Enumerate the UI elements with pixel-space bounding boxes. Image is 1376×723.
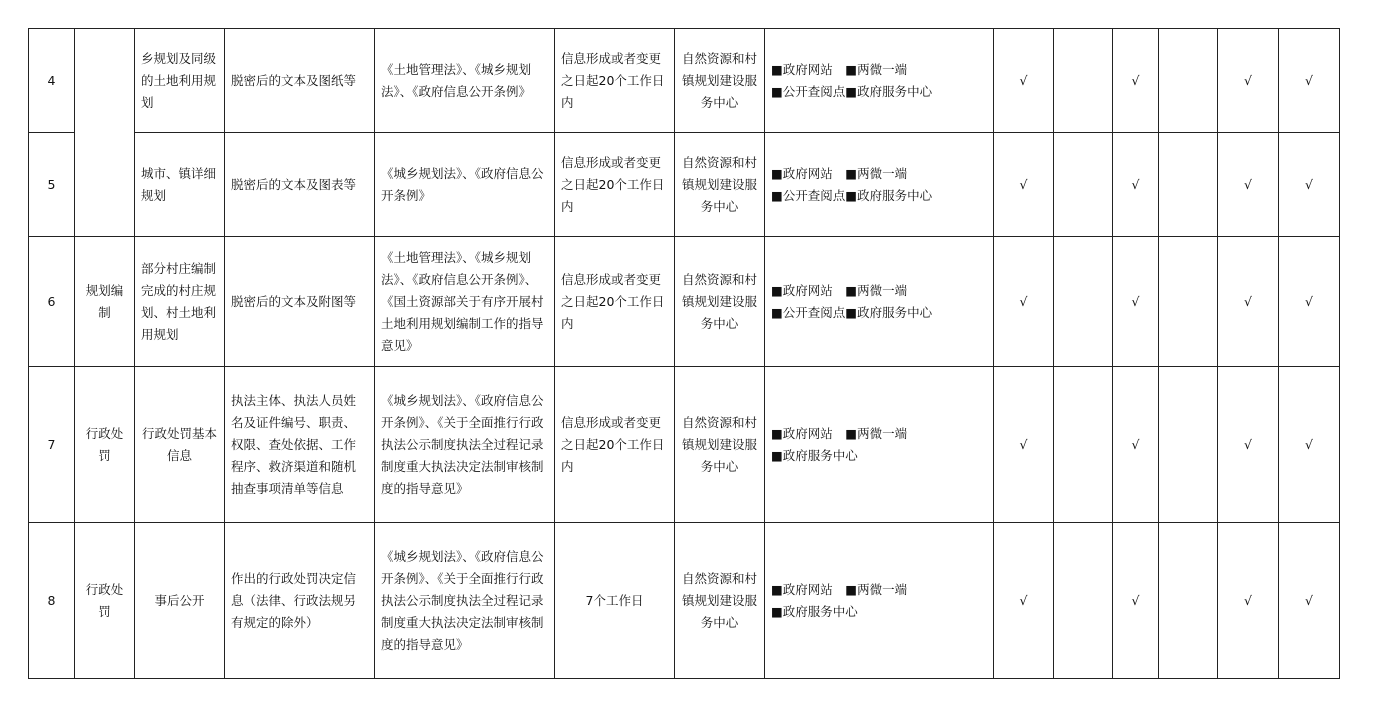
check-mark: √ — [1113, 367, 1159, 523]
empty-cell — [1159, 367, 1218, 523]
check-mark: √ — [1113, 237, 1159, 367]
department-cell: 自然资源和村镇规划建设服务中心 — [675, 367, 765, 523]
check-mark: √ — [1218, 133, 1279, 237]
table-row — [29, 523, 1340, 679]
table-row — [29, 29, 1340, 133]
empty-cell — [1054, 133, 1113, 237]
time-limit-cell: 信息形成或者变更之日起20个工作日内 — [555, 133, 675, 237]
empty-cell — [1159, 523, 1218, 679]
category-cell: 行政处罚 — [75, 367, 135, 523]
check-mark: √ — [994, 523, 1054, 679]
channel-cell — [765, 29, 994, 133]
department-cell: 自然资源和村镇规划建设服务中心 — [675, 29, 765, 133]
channel-cell — [765, 523, 994, 679]
item-cell: 事后公开 — [135, 523, 225, 679]
row-number: 5 — [29, 133, 75, 237]
content-cell: 脱密后的文本及附图等 — [225, 237, 375, 367]
empty-cell — [1054, 367, 1113, 523]
table-row — [29, 237, 1340, 367]
channel-line: ■政府服务中心 — [771, 603, 858, 619]
item-cell: 行政处罚基本信息 — [135, 367, 225, 523]
check-mark: √ — [1279, 367, 1340, 523]
time-limit-cell: 信息形成或者变更之日起20个工作日内 — [555, 367, 675, 523]
check-mark: √ — [1279, 133, 1340, 237]
empty-cell — [1159, 237, 1218, 367]
channel-cell — [765, 133, 994, 237]
basis-cell: 《城乡规划法》、《政府信息公开条例》 — [375, 133, 555, 237]
channel-line: ■政府服务中心 — [771, 447, 858, 463]
check-mark: √ — [1218, 29, 1279, 133]
category-cell: 规划编制 — [75, 237, 135, 367]
channel-line: ■公开查阅点■政府服务中心 — [771, 304, 933, 320]
basis-cell: 《土地管理法》、《城乡规划法》、《政府信息公开条例》、《国土资源部关于有序开展村土地利用规划编制工作的指导意见》 — [375, 237, 555, 367]
time-limit-cell: 信息形成或者变更之日起20个工作日内 — [555, 29, 675, 133]
category-cell — [75, 29, 135, 237]
item-cell: 乡规划及同级的土地利用规划 — [135, 29, 225, 133]
department-cell: 自然资源和村镇规划建设服务中心 — [675, 523, 765, 679]
row-number: 4 — [29, 29, 75, 133]
channel-line: ■政府网站 ■两微一端 — [771, 61, 908, 77]
content-cell: 执法主体、执法人员姓名及证件编号、职责、权限、查处依据、工作程序、救济渠道和随机抽查事项清单等信息 — [225, 367, 375, 523]
empty-cell — [1159, 133, 1218, 237]
item-cell: 部分村庄编制完成的村庄规划、村土地利用规划 — [135, 237, 225, 367]
channel-line: ■公开查阅点■政府服务中心 — [771, 83, 933, 99]
row-number: 7 — [29, 367, 75, 523]
channel-line: ■政府网站 ■两微一端 — [771, 581, 908, 597]
check-mark: √ — [1218, 237, 1279, 367]
channel-line: ■公开查阅点■政府服务中心 — [771, 187, 933, 203]
channel-line: ■政府网站 ■两微一端 — [771, 282, 908, 298]
check-mark: √ — [1113, 133, 1159, 237]
channel-cell — [765, 367, 994, 523]
empty-cell — [1054, 29, 1113, 133]
check-mark: √ — [1279, 29, 1340, 133]
check-mark: √ — [994, 133, 1054, 237]
channel-line: ■政府网站 ■两微一端 — [771, 165, 908, 181]
row-number: 8 — [29, 523, 75, 679]
channel-line: ■政府网站 ■两微一端 — [771, 425, 908, 441]
basis-cell: 《土地管理法》、《城乡规划法》、《政府信息公开条例》 — [375, 29, 555, 133]
check-mark: √ — [994, 367, 1054, 523]
table-row — [29, 367, 1340, 523]
check-mark: √ — [994, 29, 1054, 133]
check-mark: √ — [1113, 29, 1159, 133]
disclosure-table — [28, 28, 1340, 679]
channel-cell — [765, 237, 994, 367]
empty-cell — [1054, 237, 1113, 367]
category-cell: 行政处罚 — [75, 523, 135, 679]
check-mark: √ — [1279, 237, 1340, 367]
time-limit-cell: 信息形成或者变更之日起20个工作日内 — [555, 237, 675, 367]
basis-cell: 《城乡规划法》、《政府信息公开条例》、《关于全面推行行政执法公示制度执法全过程记录制度重大执法决定法制审核制度的指导意见》 — [375, 523, 555, 679]
department-cell: 自然资源和村镇规划建设服务中心 — [675, 133, 765, 237]
empty-cell — [1159, 29, 1218, 133]
check-mark: √ — [1279, 523, 1340, 679]
row-number: 6 — [29, 237, 75, 367]
check-mark: √ — [994, 237, 1054, 367]
check-mark: √ — [1113, 523, 1159, 679]
content-cell: 作出的行政处罚决定信息（法律、行政法规另有规定的除外） — [225, 523, 375, 679]
basis-cell: 《城乡规划法》、《政府信息公开条例》、《关于全面推行行政执法公示制度执法全过程记录制度重大执法决定法制审核制度的指导意见》 — [375, 367, 555, 523]
item-cell: 城市、镇详细规划 — [135, 133, 225, 237]
check-mark: √ — [1218, 523, 1279, 679]
empty-cell — [1054, 523, 1113, 679]
department-cell: 自然资源和村镇规划建设服务中心 — [675, 237, 765, 367]
time-limit-cell: 7个工作日 — [555, 523, 675, 679]
content-cell: 脱密后的文本及图纸等 — [225, 29, 375, 133]
check-mark: √ — [1218, 367, 1279, 523]
content-cell: 脱密后的文本及图表等 — [225, 133, 375, 237]
table-row — [29, 133, 1340, 237]
